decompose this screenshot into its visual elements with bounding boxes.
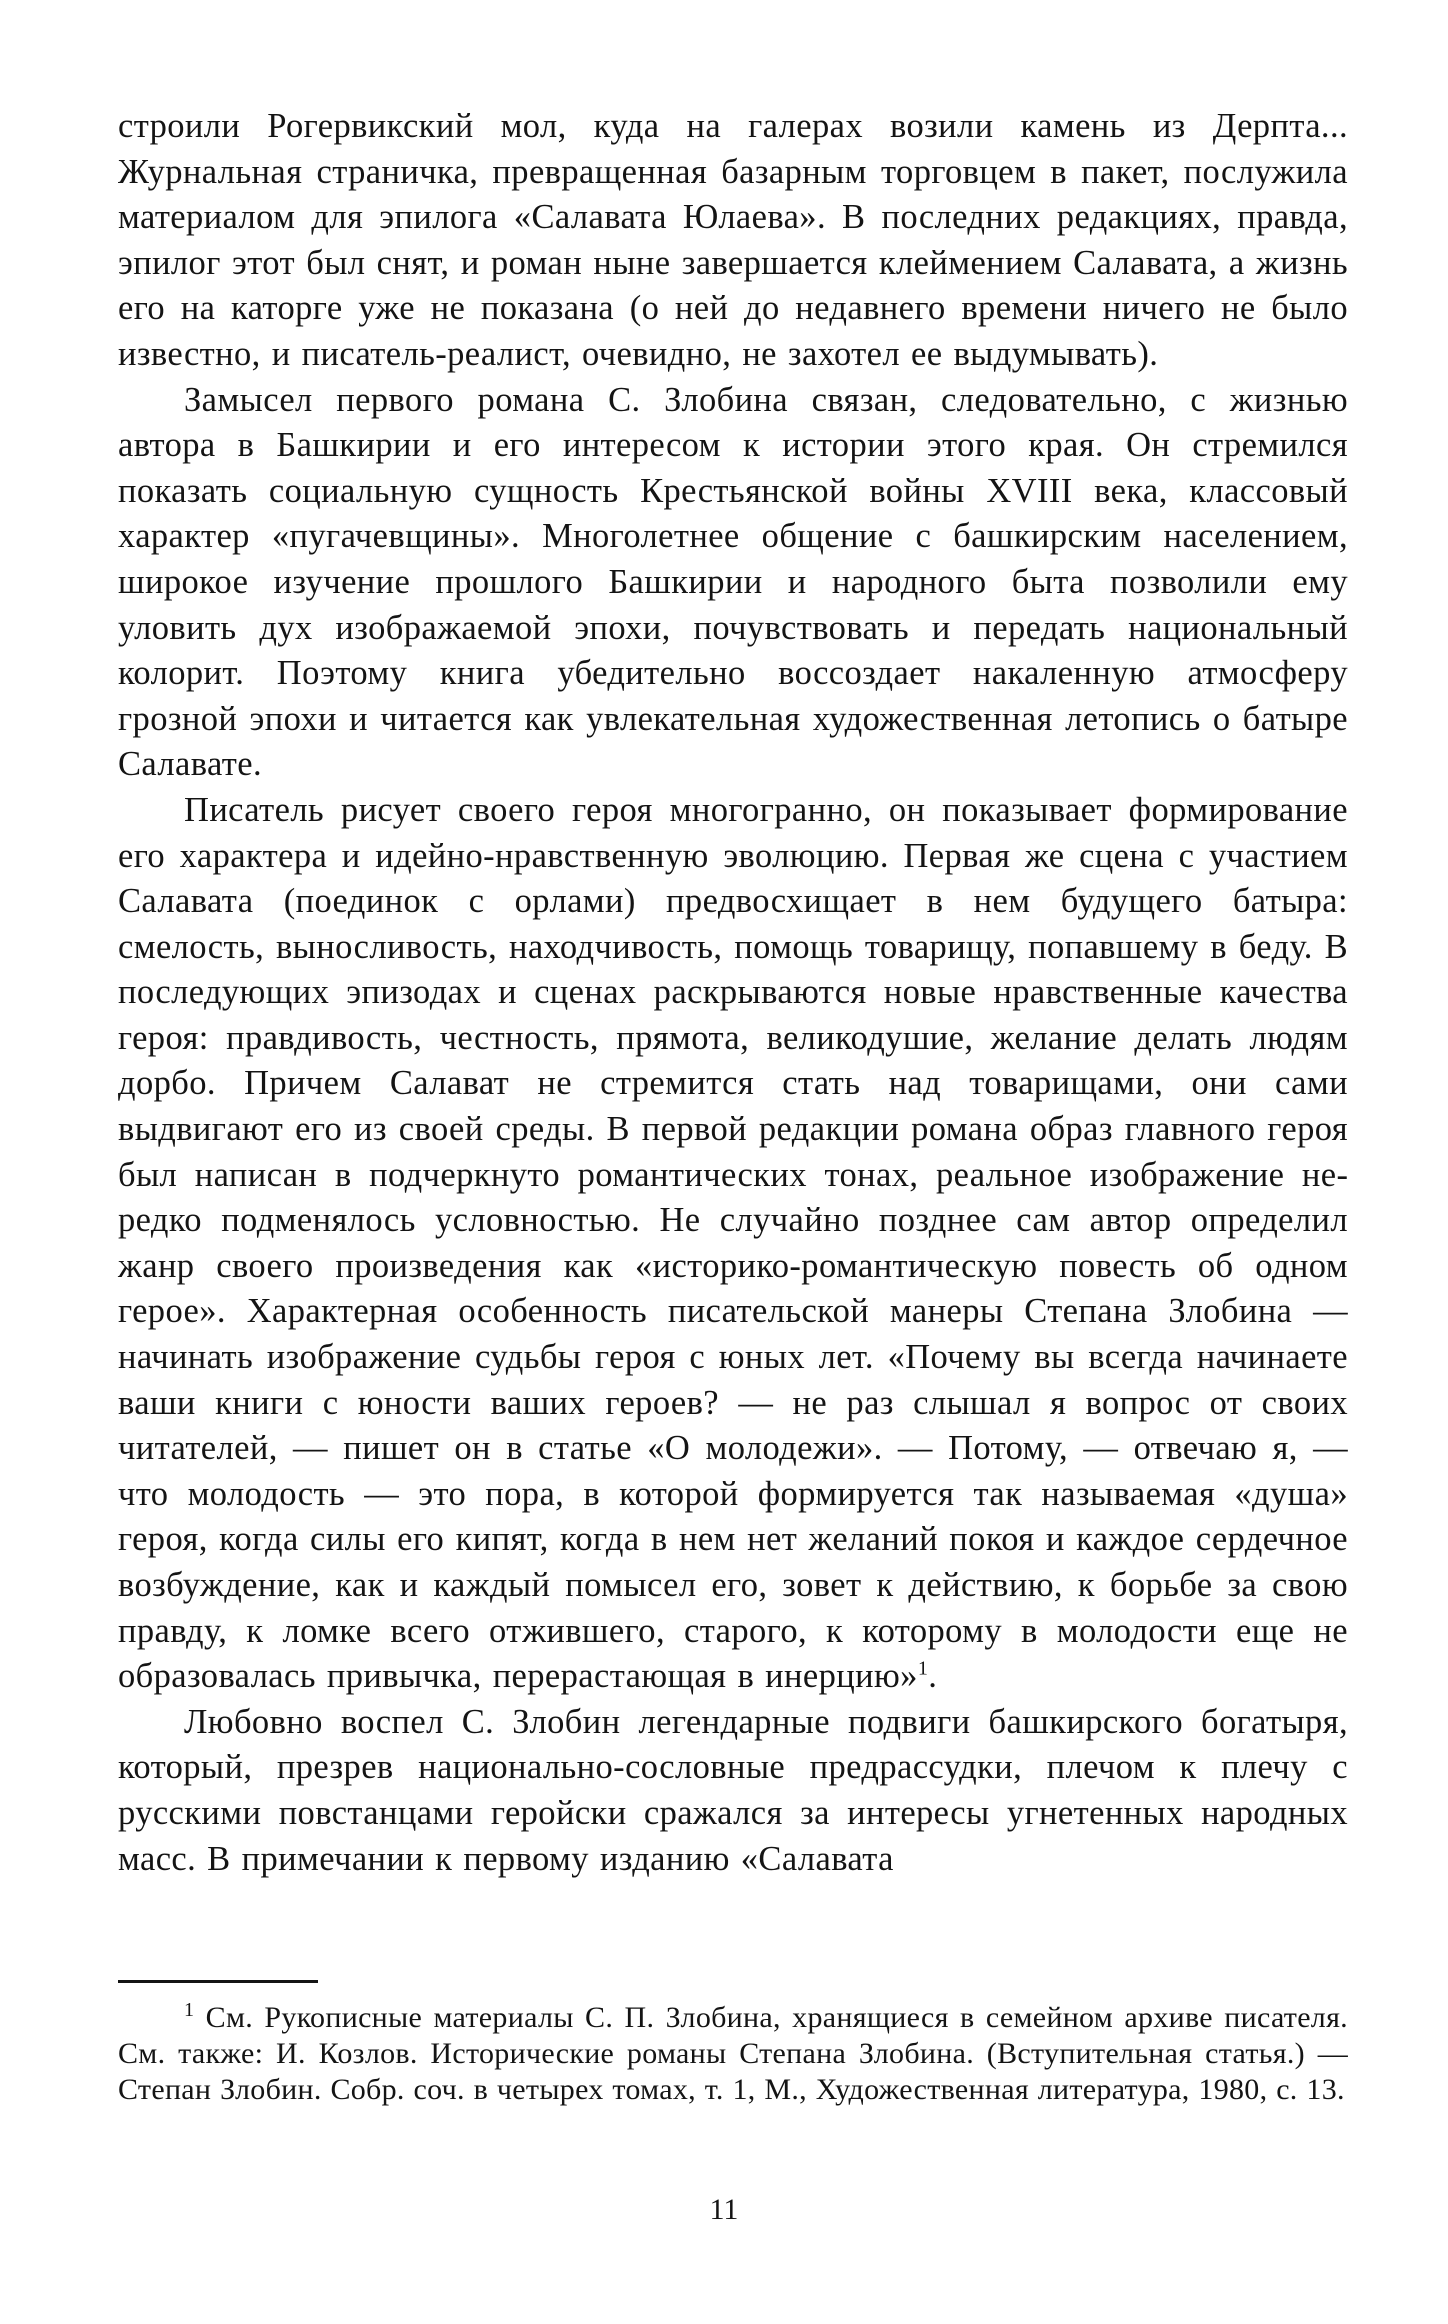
paragraph-3-text: Писатель рисует своего героя многогранно, он показывает формирование его характера и идейно-нравственную эволюцию. Первая же сцена с участием Салавата (поединок с орлами) предвосхищает в нем будущего батыра: смелость, выносливость, находчивость, помощь товарищу, попавшему в беду. В последующих эпизодах и сценах раскрываются новые нравственные качества героя: правдивость, честность, прямота, великодушие, желание делать людям дорбо. Причем Салават не стремится стать над товарищами, они сами выдвигают его из своей среды. В первой редакции романа образ главного героя был написан в подчеркнуто романтических тонах, реальное изображение нередко подменялось условностью. Не случайно позднее сам автор определил жанр своего произведения как «историко-романтическую повесть об одном герое». Характерная особенность писательской манеры Степана Злобина — начинать изображение судьбы героя с юных лет. «Почему вы всегда начинаете ваши книги с юности ваших героев? — не раз слышал я вопрос от своих читателей, — пишет он в статье «О молодежи». — Потому, — отвечаю я, — что молодость — это пора, в которой формируется так называемая «душа» героя, когда силы его кипят, когда в нем нет желаний покоя и каждое сердечное возбуждение, как и каждый помысел его, зовет к действию, к борьбе за свою правду, к ломке всего отжившего, старого, к которому в молодости еще не образовалась привычка, перерастающая в инерцию» [118,790,1348,1696]
footnote-text: См. Рукописные материалы С. П. Злобина, хранящиеся в семейном архиве писателя. См. также: И. Козлов. Исторические романы Степана Злобина. (Вступительная статья.) — Степан Злобин. Собр. соч. в четырех томах, т. 1, М., Художественная литература, 1980, с. 13. [118,2001,1348,2106]
footnotes [118,2000,1348,2108]
main-text [118,104,1348,1882]
paragraph-2: Замысел первого романа С. Злобина связан, следовательно, с жизнью автора в Башкирии и его интересом к истории этого края. Он стремился показать социальную сущность Крестьянской войны XVIII века, классовый характер «пугачевщины». Многолетнее общение с башкирским населением, широкое изучение прошлого Башкирии и народного быта позволили ему уловить дух изображаемой эпохи, почувствовать и передать национальный колорит. Поэтому книга убедительно воссоздает накаленную атмосферу грозной эпохи и читается как увлекательная художественная летопись о батыре Салавате. [118,380,1348,784]
footnote-1 [118,2000,1348,2108]
paragraph-1: строили Рогервикский мол, куда на галерах возили камень из Дерпта... Журнальная страничка, превращенная базарным торговцем в пакет, послужила материалом для эпилога «Салавата Юлаева». В последних редакциях, правда, эпилог этот был снят, и роман ныне завершается клеймением Салавата, а жизнь его на каторге уже не показана (о ней до недавнего времени ничего не было известно, и писатель-реалист, очевидно, не захотел ее выдумывать). [118,107,1348,373]
footnote-reference: 1 [917,1657,929,1680]
page-number: 11 [709,2193,739,2226]
footnote-divider [118,1980,318,1983]
paragraph-3-tail: . [928,1657,938,1696]
paragraph-3 [118,788,1348,1700]
paragraph-4: Любовно воспел С. Злобин легендарные подвиги башкирского богатыря, который, презрев национально-сословные предрассудки, плечом к плечу с русскими повстанцами геройски сражался за интересы угнетенных народных масс. В примечании к первому изданию «Салавата [118,1702,1348,1878]
footnote-mark: 1 [184,1999,195,2021]
